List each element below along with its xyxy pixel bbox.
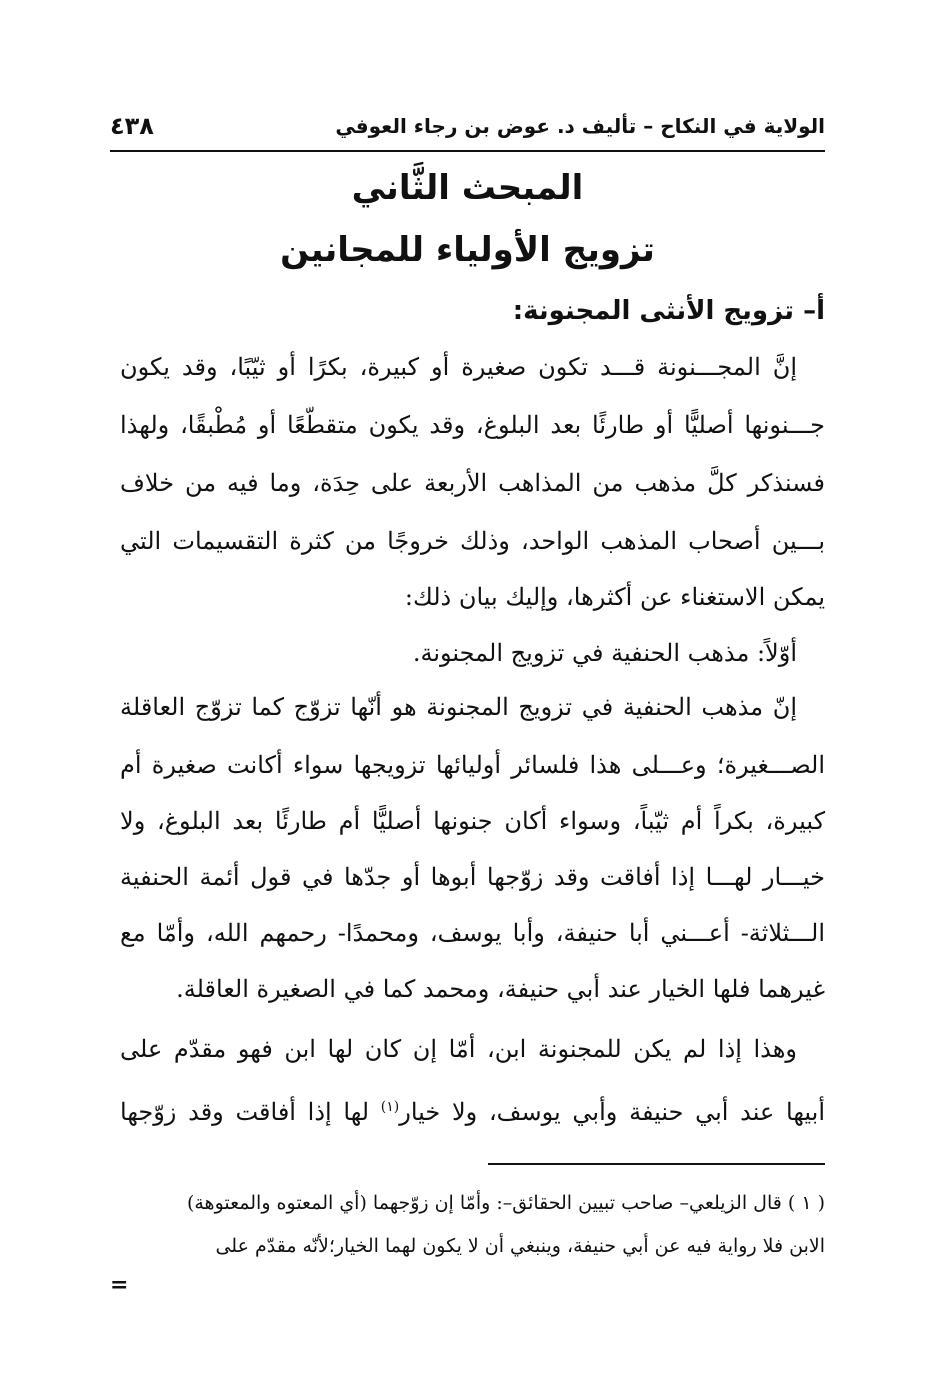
footnote-line: ( ١ ) قال الزيلعي– صاحب تبيين الحقائق–: وأمّا إن زوّجهما (أي المعتوه والمعتوهة) xyxy=(186,1192,825,1214)
body-line: يمكن الاستغناء عن أكثرها، وإليك بيان ذلك: xyxy=(404,583,825,611)
body-text: لها إذا أفاقت وقد زوّجها xyxy=(120,1098,381,1126)
footnote-reference: (١) xyxy=(380,1099,400,1115)
body-line: جـــنونها أصليًّا أو طارئًا بعد البلوغ، وقد يكون متقطّعًا أو مُطْبقًا، ولهذا xyxy=(120,411,825,439)
section-title: المبحث الثَّاني xyxy=(351,168,584,208)
body-line: بـــين أصحاب المذهب الواحد، وذلك خروجًا من كثرة التقسيمات التي xyxy=(120,527,825,555)
page-header xyxy=(110,112,825,152)
body-line: الـــثلاثة- أعـــني أبا حنيفة، وأبا يوسف، ومحمدًا- رحمهم الله، وأمّا مع xyxy=(120,919,825,947)
body-line: الصـــغيرة؛ وعـــلى هذا فلسائر أوليائها تزويجها سواء أكانت صغيرة أم xyxy=(120,751,825,779)
running-title: الولاية في النكاح – تأليف د. عوض بن رجاء العوفي xyxy=(335,114,825,138)
section-subtitle: تزويج الأولياء للمجانين xyxy=(280,230,655,270)
body-line-with-note xyxy=(120,1092,825,1127)
body-line: إنَّ المجـــنونة قـــد تكون صغيرة أو كبيرة، بكرًا أو ثيّبًا، وقد يكون xyxy=(120,353,797,381)
body-text: أبيها عند أبي حنيفة وأبي يوسف، ولا خيار xyxy=(399,1098,825,1126)
body-line: وهذا إذا لم يكن للمجنونة ابن، أمّا إن كان لها ابن فهو مقدّم على xyxy=(120,1035,797,1063)
subheading-line: أوّلاً: مذهب الحنفية في تزويج المجنونة. xyxy=(412,639,797,667)
body-line: إنّ مذهب الحنفية في تزويج المجنونة هو أنّها تزوّج كما تزوّج العاقلة xyxy=(120,693,797,721)
body-line: غيرهما فلها الخيار عند أبي حنيفة، ومحمد كما في الصغيرة العاقلة. xyxy=(176,975,825,1003)
footnote-separator xyxy=(488,1163,825,1165)
footnote-line: الابن فلا رواية فيه عن أبي حنيفة، وينبغي أن لا يكون لهما الخيار؛لأنّه مقدّم على xyxy=(215,1235,825,1257)
body-line: خيـــار لهـــا إذا أفاقت وقد زوّجها أبوها أو جدّها في قول أئمة الحنفية xyxy=(120,863,825,891)
body-line: فسنذكر كلَّ مذهب من المذاهب الأربعة على حِدَة، وما فيه من خلاف xyxy=(120,469,825,497)
subsection-heading: أ– تزويج الأنثى المجنونة: xyxy=(512,296,825,326)
body-line: كبيرة، بكراً أم ثيّباً، وسواء أكان جنونها أصليًّا أم طارئًا بعد البلوغ، ولا xyxy=(120,807,825,835)
continuation-mark: = xyxy=(110,1272,129,1298)
page-number: ٤٣٨ xyxy=(110,112,154,140)
